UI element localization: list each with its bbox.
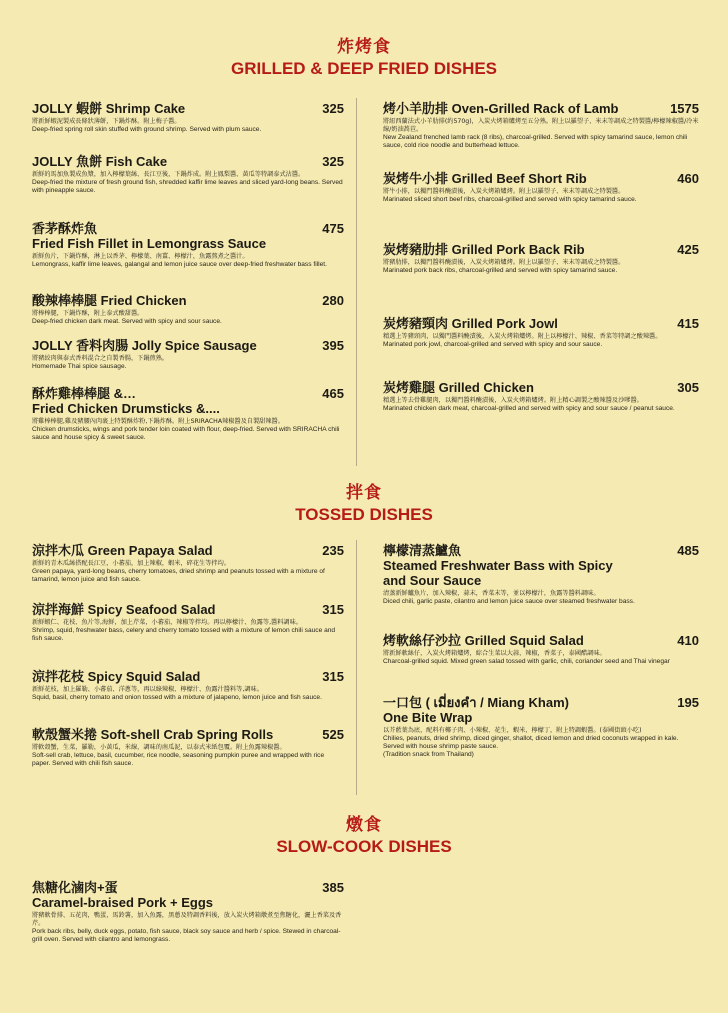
item-desc-en: Deep-fried chicken dark meat. Served with spicy and sour sauce. bbox=[32, 318, 222, 326]
item-desc-zh: 將新鮮軟絲仔，入炭火烤箱爐烤，綜合生菜以大蒜，辣椒，香菜子，泰國醋調味。 bbox=[383, 650, 606, 657]
menu-item bbox=[32, 669, 344, 702]
menu-item bbox=[32, 386, 344, 442]
section-title-en: TOSSED DISHES bbox=[295, 505, 433, 524]
item-name-en: Steamed Freshwater Bass with Spicy and Sour Sauce bbox=[383, 558, 613, 588]
item-name: 炭烤牛小排 Grilled Beef Short Rib bbox=[383, 171, 587, 186]
item-name: 炭烤雞腿 Grilled Chicken bbox=[383, 380, 534, 395]
item-name: JOLLY 蝦餅 Shrimp Cake bbox=[32, 101, 186, 116]
item-desc-en: Chilies, peanuts, dried shrimp, diced ginger, shallot, diced lemon and dried coconuts wrapped in kale. Served with house shrimp paste sauce. bbox=[383, 735, 679, 751]
item-price: 425 bbox=[677, 242, 699, 257]
item-desc-zh: 新鮮蝦仁、花枝、魚片等,海鮮，加上芹菜，小蕃茄，辣椒等拌均。再以檸檬汁、魚露等,醬料調味。 bbox=[32, 619, 302, 626]
section-header-slow bbox=[0, 815, 728, 857]
item-desc-en: Charcoal-grilled squid. Mixed green salad tossed with garlic, chili, coriander seed and Thai vinegar bbox=[383, 658, 670, 666]
item-desc-zh: 將紐西蘭法式小羊肋排(約570g)，入炭火烤箱爐烤至五分熟。附上以羅望子、米末等調成之特製醬/檸檬辣椒醬/冷米線/奶油萵苣。 bbox=[383, 118, 699, 134]
item-price: 415 bbox=[677, 316, 699, 331]
item-desc-en: Deep-fried spring roll skin stuffed with ground shrimp. Served with plum sauce. bbox=[32, 126, 262, 134]
menu-item bbox=[32, 101, 344, 134]
menu-item bbox=[32, 727, 344, 768]
item-name: 烤軟絲仔沙拉 Grilled Squid Salad bbox=[383, 633, 584, 648]
item-desc-zh: 將豬軟骨排、五花肉，鴨蛋，馬鈴薯，加入魚露，黑蔥及特調香料後，放入炭火烤箱燉煮至焦糖化，灑上香菜及香芹。 bbox=[32, 912, 342, 928]
item-price: 325 bbox=[322, 154, 344, 169]
item-desc-zh: 將豬絞肉與泰式香料混合之自製香腸，下鍋煎熟。 bbox=[32, 355, 169, 362]
item-name-zh: 檸檬清蒸鱸魚 bbox=[383, 543, 462, 558]
item-price: 235 bbox=[322, 543, 344, 558]
section-title-zh: 炸烤食 bbox=[337, 37, 391, 57]
item-desc-en: Diced chili, garlic paste, cilantro and lemon juice sauce over steamed freshwater bass. bbox=[383, 598, 635, 606]
item-desc-zh: 新鮮的青木瓜絲搭配長江豆，小蕃茄，加上辣椒，蝦米，碎花生等拌均。 bbox=[32, 560, 230, 567]
menu-item bbox=[383, 633, 699, 666]
section-title-en: SLOW-COOK DISHES bbox=[276, 837, 452, 856]
item-name: 軟殼蟹米捲 Soft-shell Crab Spring Rolls bbox=[32, 727, 274, 742]
item-name-zh: 一口包 ( เมี่ยงคำ / Miang Kham) bbox=[383, 695, 569, 710]
menu-item bbox=[383, 242, 699, 275]
item-desc-zh: 將牛小排，以獨門醬料醃漬後，入炭火烤箱爐烤。附上以羅望子、米末等調成之特製醬。 bbox=[383, 188, 625, 195]
item-name: 涼拌海鮮 Spicy Seafood Salad bbox=[32, 602, 216, 617]
item-desc-en: Marinated pork back ribs, charcoal-grilled and served with spicy tamarind sauce. bbox=[383, 267, 618, 275]
section-title-zh: 拌食 bbox=[346, 483, 382, 503]
item-desc-en: Deep-fried the mixture of fresh ground fish, shredded kaffir lime leaves and sliced yard-long beans. Served with pineapple sauce. bbox=[32, 179, 343, 195]
item-price: 315 bbox=[322, 669, 344, 684]
item-desc-en: Marinated chicken dark meat, charcoal-grilled and served with spicy and sour sauce / peanut sauce. bbox=[383, 405, 675, 413]
item-name: 涼拌花枝 Spicy Squid Salad bbox=[32, 669, 201, 684]
menu-item bbox=[32, 154, 344, 195]
section-title-en: GRILLED & DEEP FRIED DISHES bbox=[230, 59, 498, 78]
item-desc-zh: 以芥藍葉為底，配料有椰子肉、小辣椒、花生，蝦米，檸檬丁，附上特調蝦醬。(泰國街頭小吃) bbox=[383, 727, 642, 734]
item-desc-en: Shrimp, squid, freshwater bass, celery and cherry tomato tossed with a mixture of lemon chili sauce and fish sauce. bbox=[32, 627, 336, 643]
item-price: 385 bbox=[322, 880, 344, 895]
item-price: 460 bbox=[677, 171, 699, 186]
item-desc-zh: 新鮮的馬加魚製成魚漿，加入檸檬葉絲、長江豆後，下鍋炸成。附上鳳梨醬、黃瓜等特調泰式沾醬。 bbox=[32, 171, 305, 178]
item-name-en: One Bite Wrap bbox=[383, 710, 473, 725]
item-desc-en: Marinated pork jowl, charcoal-grilled and served with spicy and sour sauce. bbox=[383, 341, 603, 349]
item-desc-zh: 將雞棒棒腿,雞及豬腰內肉裹上特製酥炸粉,下鍋炸酥。附上SRIRACHA辣椒醬及自製甜辣醬。 bbox=[32, 418, 284, 425]
item-price: 1575 bbox=[670, 101, 699, 116]
item-name-zh: 酥炸雞棒棒腿 &… bbox=[32, 386, 137, 401]
item-desc-zh: 新鮮魚片，下鍋炸酥，淋上以香茅、檸檬葉、南薑、檸檬汁，魚露熬煮之醬汁。 bbox=[32, 253, 249, 260]
item-desc-en: Squid, basil, cherry tomato and onion tossed with a mixture of jalapeno, lemon juice and fish sauce. bbox=[32, 694, 322, 702]
item-price: 410 bbox=[677, 633, 699, 648]
menu-item bbox=[32, 221, 344, 269]
section-header-tossed bbox=[0, 483, 728, 525]
item-name: 酸辣棒棒腿 Fried Chicken bbox=[32, 293, 187, 308]
item-name-en: Fried Chicken Drumsticks &.... bbox=[32, 401, 220, 416]
item-desc-en: Pork back ribs, belly, duck eggs, potato, fish sauce, black soy sauce and herb / spice. Stewed in charcoal-grill oven. Served with cilantro and lemongrass. bbox=[32, 928, 341, 944]
menu-item bbox=[383, 380, 699, 413]
menu-item bbox=[383, 543, 699, 606]
item-price: 315 bbox=[322, 602, 344, 617]
column-divider bbox=[356, 540, 357, 795]
item-desc-zh: 精選上等豬頸肉，以獨門醬料醃漬後，入炭火烤箱爐烤。附上以檸檬汁、辣椒、香菜等特調之酸辣醬。 bbox=[383, 333, 662, 340]
item-desc-en: Lemongrass, kaffir lime leaves, galangal and lemon juice sauce over deep-fried freshwater bass fillet. bbox=[32, 261, 327, 269]
item-price: 475 bbox=[322, 221, 344, 236]
item-price: 395 bbox=[322, 338, 344, 353]
item-desc-zh: 將軟殼蟹，生菜，羅勒，小黃瓜，米線，調味的南瓜泥，以泰式米紙包覆。附上魚露辣椒醬。 bbox=[32, 744, 286, 751]
item-desc-zh: 精選上等去骨雞腿肉，以獨門醬料醃漬後，入炭火烤箱爐烤。附上精心調製之酸辣醬及沙嗲醬。 bbox=[383, 397, 643, 404]
item-price: 525 bbox=[322, 727, 344, 742]
section-header-grilled bbox=[0, 37, 728, 79]
menu-item bbox=[383, 695, 699, 759]
item-desc-en: Chicken drumsticks, wings and pork tender loin coated with flour, deep-fried. Served with SRIRACHA chili sauce and house spicy & sweet sauce. bbox=[32, 426, 340, 442]
item-desc-en: Green papaya, yard-long beans, cherry tomatoes, dried shrimp and peanuts tossed with a mixture of tamarind, lemon juice and fish sauce. bbox=[32, 568, 325, 584]
item-desc-en: New Zealand frenched lamb rack (8 ribs), charcoal-grilled. Served with spicy tamarind sauce, lemon chili sauce, cold rice noodle and butterhead lettuce. bbox=[383, 134, 688, 150]
item-desc-en: Homemade Thai spice sausage. bbox=[32, 363, 127, 371]
item-desc-en: Marinated sliced short beef ribs, charcoal-grilled and served with spicy tamarind sauce. bbox=[383, 196, 637, 204]
item-name: 涼拌木瓜 Green Papaya Salad bbox=[32, 543, 213, 558]
item-name-en: Fried Fish Fillet in Lemongrass Sauce bbox=[32, 236, 267, 251]
item-name-en: Caramel-braised Pork + Eggs bbox=[32, 895, 213, 910]
item-desc-zh: 將豬肋排，以獨門醬料醃漬後，入炭火烤箱爐烤。附上以羅望子、米末等調成之特製醬。 bbox=[383, 259, 625, 266]
menu-item bbox=[383, 171, 699, 204]
section-title-zh: 燉食 bbox=[346, 815, 382, 835]
item-price: 195 bbox=[677, 695, 699, 710]
menu-item bbox=[32, 293, 344, 326]
menu-item bbox=[32, 338, 344, 371]
item-name: 炭烤豬頸肉 Grilled Pork Jowl bbox=[383, 316, 558, 331]
menu-item bbox=[32, 602, 344, 643]
item-name-zh: 香茅酥炸魚 bbox=[32, 221, 98, 236]
item-desc-zh: 將棒棒腿，下鍋炸酥，附上泰式酸甜醬。 bbox=[32, 310, 144, 317]
item-name: 烤小羊肋排 Oven-Grilled Rack of Lamb bbox=[383, 101, 619, 116]
item-desc-note: (Tradition snack from Thailand) bbox=[383, 751, 474, 759]
item-desc-zh: 清蒸新鮮鱸魚片，加入辣椒，蒜末，香菜末等，並以檸檬汁，魚露等醬料調味。 bbox=[383, 590, 600, 597]
item-name: JOLLY 魚餅 Fish Cake bbox=[32, 154, 168, 169]
menu-item bbox=[32, 880, 344, 944]
item-desc-zh: 將新鮮蝦泥製成長條狀薄餅，下鍋炸酥。附上梅子醬。 bbox=[32, 118, 181, 125]
item-desc-en: Soft-sell crab, lettuce, basil, cucumber, rice noodle, seasoning pumpkin puree and wrapped with rice paper. Served with chili fish sauce. bbox=[32, 752, 325, 768]
menu-item bbox=[383, 316, 699, 349]
item-name-zh: 焦糖化滷肉+蛋 bbox=[32, 880, 118, 895]
menu-item bbox=[383, 101, 699, 150]
item-price: 465 bbox=[322, 386, 344, 401]
column-divider bbox=[356, 98, 357, 466]
item-price: 485 bbox=[677, 543, 699, 558]
menu-item bbox=[32, 543, 344, 584]
item-name: JOLLY 香料肉腸 Jolly Spice Sausage bbox=[32, 338, 257, 353]
item-desc-zh: 新鮮花枝，加上羅勒、小蕃茄、洋蔥等，再以綠辣椒、檸檬汁、魚露汁醬料等,調味。 bbox=[32, 686, 263, 693]
item-price: 325 bbox=[322, 101, 344, 116]
item-name: 炭烤豬肋排 Grilled Pork Back Rib bbox=[383, 242, 585, 257]
item-price: 280 bbox=[322, 293, 344, 308]
item-price: 305 bbox=[677, 380, 699, 395]
